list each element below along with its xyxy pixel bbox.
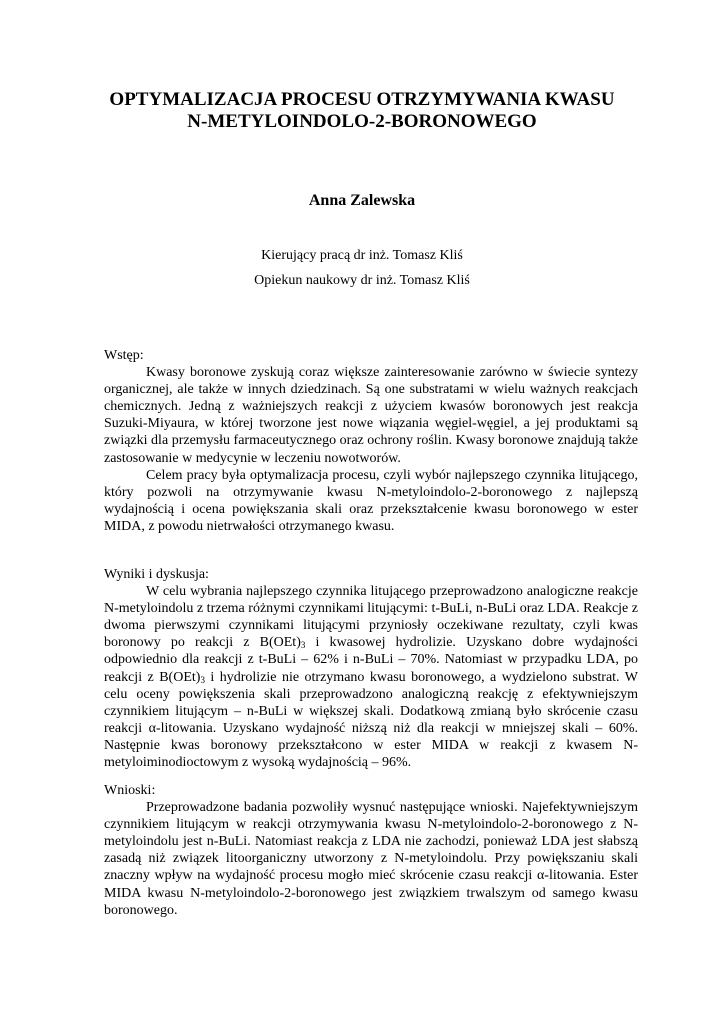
- advisor-line: Opiekun naukowy dr inż. Tomasz Kliś: [254, 273, 470, 288]
- author-name: Anna Zalewska: [308, 192, 416, 209]
- paper-title: [60, 89, 664, 133]
- results-subscript-2: 3: [200, 674, 205, 685]
- intro-heading: Wstęp:: [104, 348, 144, 363]
- results-text-part-2: i kwasowej hydrolizie. Uzyskano dobre wydajności odpowiednio dla reakcji z t-BuLi – 62% i n-BuLi – 70%. Natomiast w przypadku LDA, po reakcji z B(OEt): [104, 635, 638, 685]
- results-text-part-3: i hydrolizie nie otrzymano kwasu boronowego, a wydzielono substrat. W celu oceny powiększenia skali przeprowadzono analogiczną reakcję z efektywniejszym czynnikiem litującym – n-BuLi w większej skali. Dodatkową zmianą było skrócenie czasu reakcji α-litowania. Uzyskano wydajność niższą niż dla reakcji w mniejszej skali – 60%. Następnie kwas boronowy przekształcono w ester MIDA w reakcji z kwasem N-metyloiminodioctowym z wysoką wydajnością – 96%.: [104, 669, 638, 771]
- paper-title-line-2: N-METYLOINDOLO-2-BORONOWEGO: [187, 111, 537, 132]
- results-heading: Wyniki i dyskusja:: [104, 567, 209, 582]
- conclusions-paragraph: Przeprowadzone badania pozwoliły wysnuć następujące wnioski. Najefektywniejszym czynnikiem litującym w reakcji otrzymywania kwasu N-metyloindolo-2-boronowego z N-metyloindolu jest n-BuLi. Natomiast reakcja z LDA nie zachodzi, ponieważ LDA jest słabszą zasadą niż związek litoorganiczny utworzony z N-metyloindolu. Przy powiększaniu skali znaczny wpływ na wydajność procesu mogło mieć skrócenie czasu reakcji α-litowania. Ester MIDA kwasu N-metyloindolo-2-boronowego jest związkiem trwalszym od samego kwasu boronowego.: [104, 800, 638, 918]
- conclusions-section: [104, 782, 638, 919]
- intro-paragraph-1: Kwasy boronowe zyskują coraz większe zainteresowanie zarówno w świecie syntezy organicznej, ale także w innych dziedzinach. Są one substratami w wielu ważnych reakcjach chemicznych. Jedną z ważniejszych reakcji z użyciem kwasów boronowych jest reakcja Suzuki-Miyaura, w której tworzone jest nowe wiązania węgiel-węgiel, a jej produktami są związki dla przemysłu farmaceutycznego oraz ochrony roślin. Kwasy boronowe znajdują także zastosowanie w medycynie w leczeniu nowotworów.: [104, 365, 638, 466]
- results-subscript-1: 3: [300, 640, 306, 651]
- supervisor-line: Kierujący pracą dr inż. Tomasz Kliś: [261, 248, 463, 263]
- results-text-part-1: W celu wybrania najlepszego czynnika litującego przeprowadzono analogiczne reakcje N-metyloindolu z trzema różnymi czynnikami litującymi: t-BuLi, n-BuLi oraz LDA. Reakcje z dwoma pierwszymi czynnikami litującymi przyniosły oczekiwane rezultaty, czyli kwas boronowy po reakcji z B(OEt): [104, 584, 638, 651]
- paper-title-line-1: OPTYMALIZACJA PROCESU OTRZYMYWANIA KWASU: [109, 89, 615, 110]
- intro-section: [104, 347, 638, 535]
- results-section: [104, 566, 638, 771]
- conclusions-heading: Wnioski:: [104, 783, 156, 798]
- intro-paragraph-2: Celem pracy była optymalizacja procesu, czyli wybór najlepszego czynnika litującego, który pozwoli na otrzymywanie kwasu N-metyloindolo-2-boronowego z najlepszą wydajnością i ocena powiększania skali oraz przekształcenie kwasu boronowego w ester MIDA, z powodu nietrwałości otrzymanego kwasu.: [104, 467, 638, 534]
- results-paragraph: [104, 583, 638, 771]
